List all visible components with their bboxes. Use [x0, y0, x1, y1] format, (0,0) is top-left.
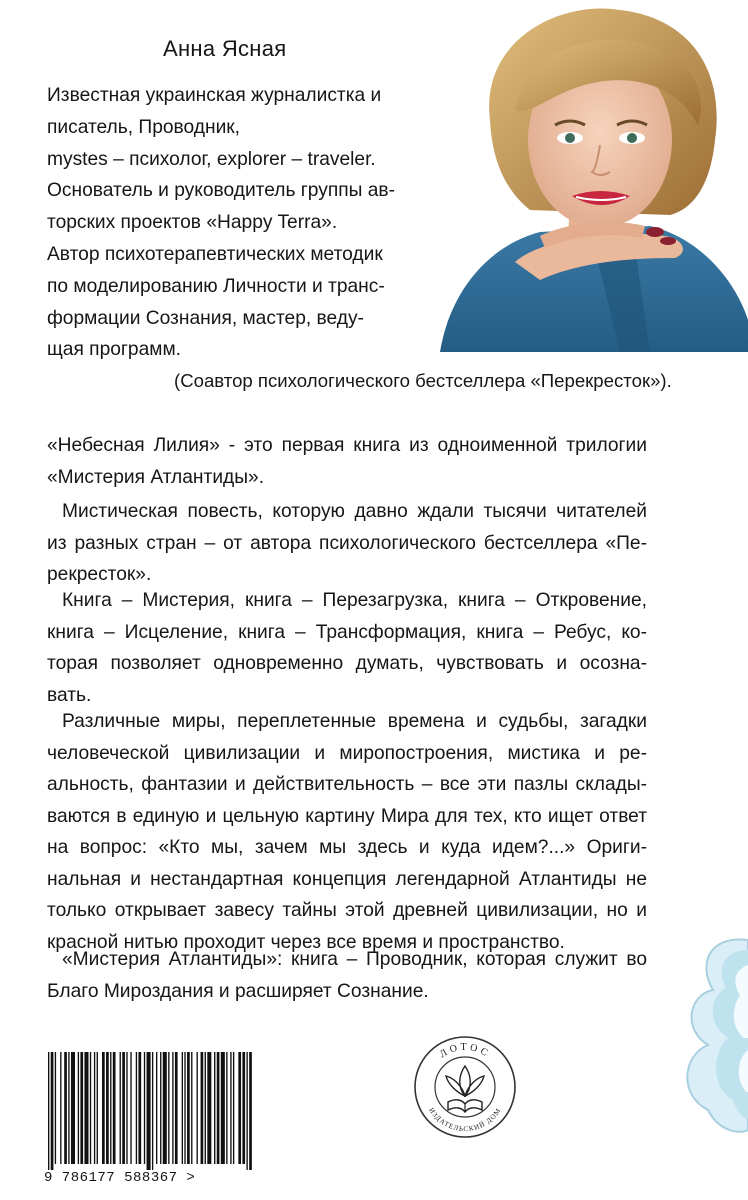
- text-line: альность, фантазии и действительность – все эти пазлы склады-: [47, 774, 647, 795]
- author-name: Анна Ясная: [163, 36, 287, 61]
- author-photo: [420, 0, 748, 352]
- barcode-bar: [207, 1052, 211, 1164]
- barcode-bar: [217, 1052, 220, 1164]
- text-line: только открывает завесу тайны этой древней цивилизации, но и: [47, 900, 647, 921]
- barcode-bar: [106, 1052, 109, 1164]
- bio-line: торских проектов «Happy Terra».: [47, 212, 338, 234]
- barcode-bar: [48, 1052, 49, 1170]
- bio-line: писатель, Проводник,: [47, 116, 241, 138]
- barcode-bar: [122, 1052, 125, 1164]
- text-line: на вопрос: «Кто мы, зачем мы здесь и куда идем?...» Ориги-: [47, 837, 647, 858]
- barcode-bar: [163, 1052, 167, 1164]
- isbn-barcode: [42, 1050, 257, 1170]
- publisher-logo: [412, 1034, 518, 1140]
- barcode-bar: [51, 1052, 54, 1170]
- barcode-bar: [226, 1052, 227, 1164]
- barcode-bar: [187, 1052, 190, 1164]
- text-line: «Мистерия Атлантиды»: книга – Проводник, которая служит во: [62, 949, 647, 970]
- barcode-bar: [214, 1052, 215, 1164]
- publisher-name-top: ЛОТОС: [438, 1041, 493, 1061]
- barcode-bar: [84, 1052, 88, 1164]
- bio-line: по моделированию Личности и транс-: [47, 275, 385, 297]
- author-bio: [47, 80, 447, 366]
- barcode-bar: [120, 1052, 121, 1164]
- barcode-bar: [55, 1052, 56, 1164]
- author-portrait-illustration: [420, 0, 748, 352]
- barcode-bar: [113, 1052, 116, 1164]
- barcode-bar: [147, 1052, 151, 1170]
- barcode-bar: [156, 1052, 157, 1164]
- barcode-bar: [71, 1052, 75, 1164]
- barcode-bar: [197, 1052, 198, 1164]
- barcode-bar: [138, 1052, 141, 1164]
- barcode-bar: [191, 1052, 192, 1164]
- barcode-bar: [60, 1052, 61, 1164]
- barcode-bar: [110, 1052, 111, 1164]
- barcode-bar: [90, 1052, 91, 1164]
- barcode-bar: [97, 1052, 98, 1164]
- text-line: Мистическая повесть, которую давно ждали тысячи читателей: [62, 501, 647, 522]
- lotus-petal-decoration: [678, 920, 748, 1155]
- lotus-logo-icon: [412, 1034, 518, 1140]
- text-line: Книга – Мистерия, книга – Перезагрузка, книга – Откровение,: [62, 590, 647, 611]
- barcode-bar: [160, 1052, 161, 1164]
- bio-line: щая программ.: [47, 339, 181, 361]
- barcode-bar: [64, 1052, 67, 1164]
- coauthor-note: (Соавтор психологического бестселлера «Перекресток»).: [174, 370, 672, 391]
- barcode-bar: [102, 1052, 105, 1164]
- description-paragraph-4: [47, 706, 647, 958]
- text-line: вать.: [47, 684, 92, 706]
- bio-line: Автор психотерапевтических методик: [47, 243, 383, 265]
- barcode-bar: [205, 1052, 206, 1164]
- text-line: из разных стран – от автора психологического бестселлера «Пе-: [47, 532, 647, 554]
- barcode-bar: [78, 1052, 79, 1164]
- bio-line: mystes – психолог, explorer – traveler.: [47, 148, 376, 170]
- description-paragraph-2: [47, 496, 647, 591]
- barcode-bar: [246, 1052, 247, 1170]
- barcode-bar: [126, 1052, 127, 1164]
- barcode-bar: [238, 1052, 241, 1164]
- barcode-bar: [221, 1052, 225, 1164]
- text-line: торая позволяет одновременно думать, чувствовать и осозна-: [47, 653, 647, 674]
- description-paragraph-5: [47, 944, 647, 1007]
- barcode-bar: [233, 1052, 234, 1164]
- isbn-digits: 9 786177 588367 >: [44, 1170, 196, 1186]
- barcode-bar: [172, 1052, 173, 1164]
- bio-line: формации Сознания, мастер, веду-: [47, 307, 364, 329]
- barcode-icon: [42, 1050, 257, 1170]
- text-line: ваются в единую и цельную картину Мира для тех, кто ищет ответ: [47, 805, 647, 827]
- text-line: Благо Мироздания и расширяет Сознание.: [47, 980, 429, 1002]
- barcode-bar: [94, 1052, 95, 1164]
- barcode-bar: [144, 1052, 145, 1164]
- text-line: красной нитью проходит через все время и пространство.: [47, 931, 565, 953]
- text-line: рекресток».: [47, 564, 152, 585]
- barcode-bar: [201, 1052, 204, 1164]
- barcode-bar: [175, 1052, 178, 1164]
- barcode-bar: [80, 1052, 83, 1164]
- bio-line: Основатель и руководитель группы ав-: [47, 180, 395, 202]
- barcode-bar: [168, 1052, 169, 1164]
- barcode-bar: [230, 1052, 231, 1164]
- barcode-bar: [249, 1052, 252, 1170]
- description-paragraph-1: [47, 430, 647, 493]
- bio-line: Известная украинская журналистка и: [47, 85, 382, 106]
- barcode-bar: [152, 1052, 153, 1170]
- description-paragraph-3: [47, 585, 647, 711]
- barcode-bar: [242, 1052, 245, 1164]
- text-line: Различные миры, переплетенные времена и судьбы, загадки: [62, 711, 647, 732]
- petal-icon: [678, 920, 748, 1150]
- barcode-bar: [182, 1052, 183, 1164]
- text-line: нальная и нестандартная концепция легендарной Атлантиды не: [47, 868, 647, 890]
- text-line: «Мистерия Атлантиды».: [47, 466, 265, 488]
- barcode-bar: [130, 1052, 131, 1164]
- publisher-name-bottom: ИЗДАТЕЛЬСКИЙ ДОМ: [427, 1106, 503, 1134]
- text-line: человеческой цивилизации и миропостроения, мистика и ре-: [47, 742, 647, 764]
- barcode-bar: [68, 1052, 69, 1164]
- barcode-bar: [136, 1052, 137, 1164]
- text-line: «Небесная Лилия» - это первая книга из одноименной трилогии: [47, 435, 647, 456]
- barcode-bar: [184, 1052, 185, 1164]
- text-line: книга – Исцеление, книга – Трансформация, книга – Ребус, ко-: [47, 621, 647, 643]
